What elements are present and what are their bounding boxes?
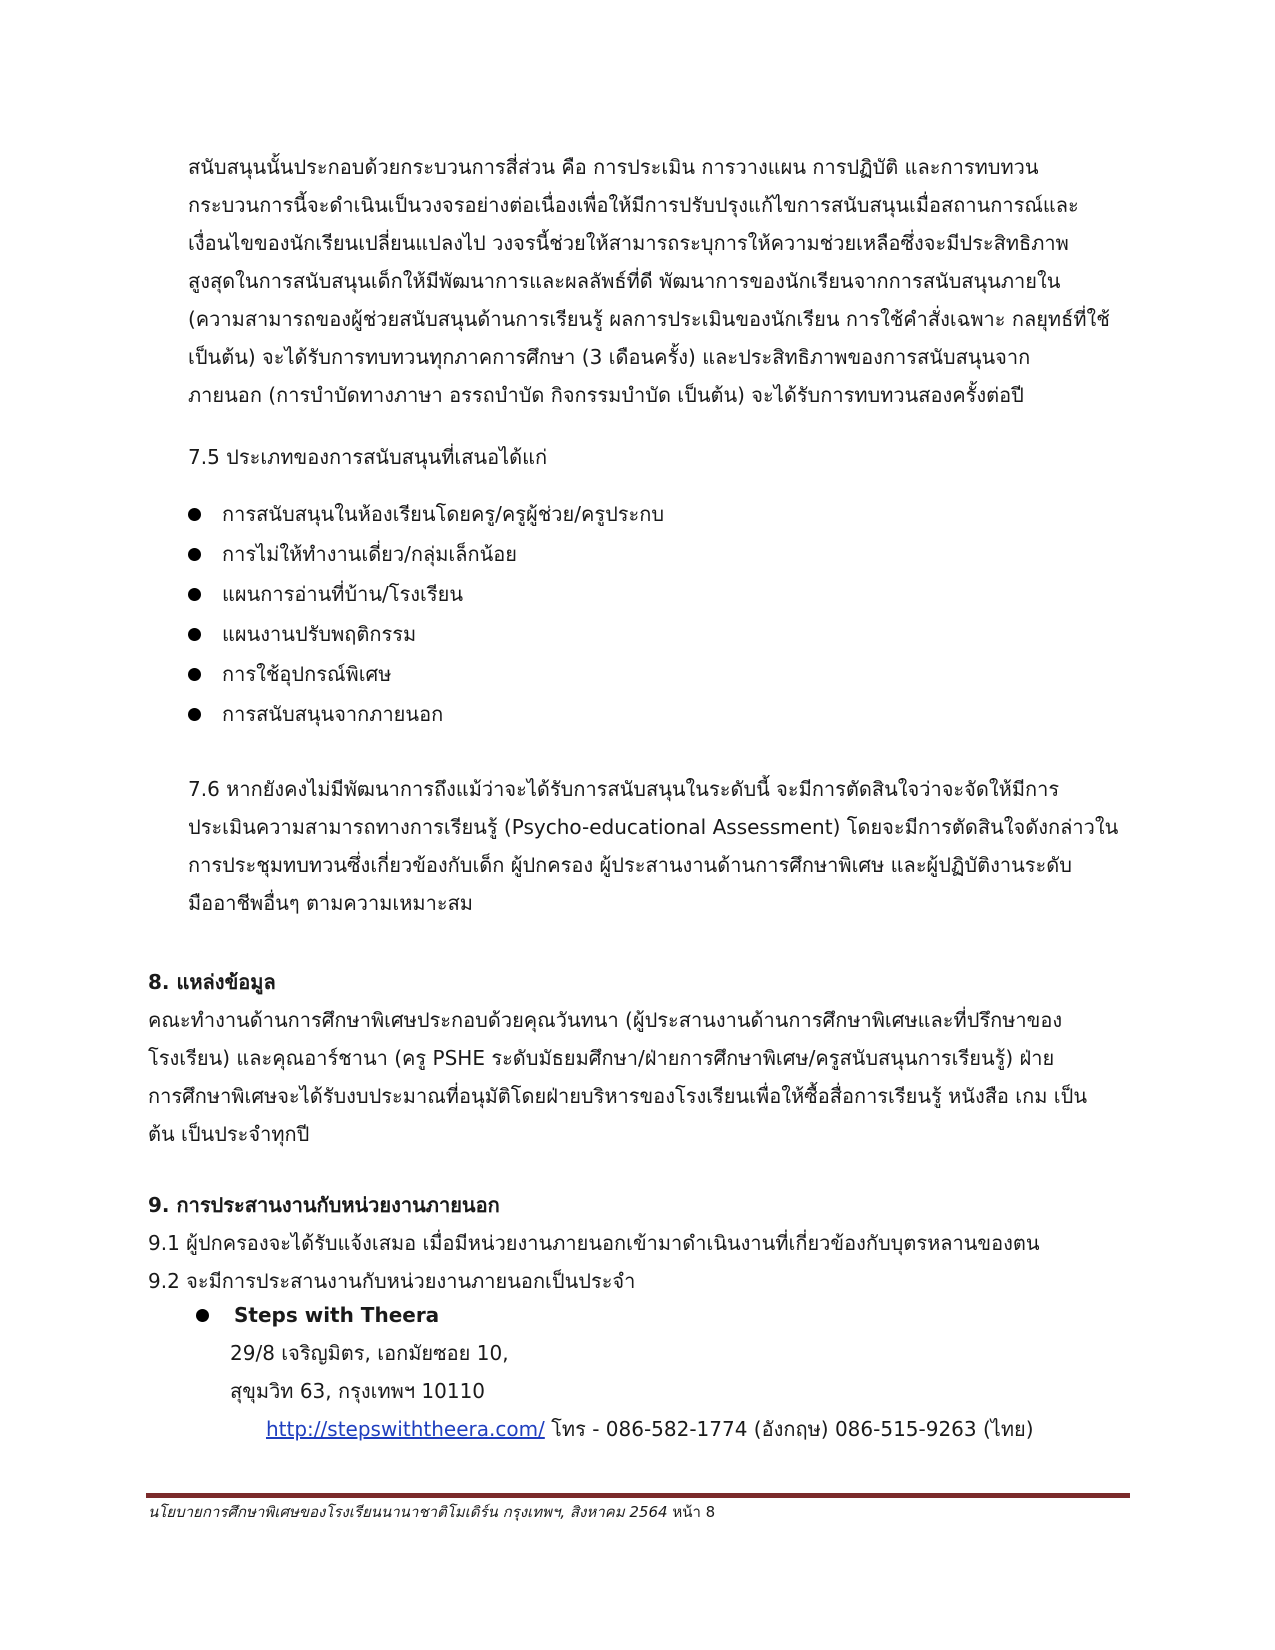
paragraph-line: มืออาชีพอื่นๆ ตามความเหมาะสม — [188, 891, 473, 915]
bullet-icon — [196, 1309, 209, 1322]
list-item-label: การใช้อุปกรณ์พิเศษ — [222, 662, 392, 686]
paragraph-line: เงื่อนไขของนักเรียนเปลี่ยนแปลงไป วงจรนี้ช่วยให้สามารถระบุการให้ความช่วยเหลือซึ่งจะมีประสิทธิภาพ — [188, 231, 1069, 255]
list-item — [188, 694, 1088, 734]
paragraph-line: สนับสนุนนั้นประกอบด้วยกระบวนการสี่ส่วน คือ การประเมิน การวางแผน การปฏิบัติ และการทบทวน — [188, 155, 1039, 179]
section-heading: 8. แหล่งข้อมูล — [148, 970, 276, 994]
paragraph-line: ต้น เป็นประจำทุกปี — [148, 1122, 310, 1146]
list-item-label: การไม่ให้ทำงานเดี่ยว/กลุ่มเล็กน้อย — [222, 542, 518, 566]
bullet-icon — [188, 548, 201, 561]
list-item-label: แผนการอ่านที่บ้าน/โรงเรียน — [222, 582, 464, 606]
bullet-icon — [188, 588, 201, 601]
paragraph-line: การศึกษาพิเศษจะได้รับงบประมาณที่อนุมัติโดยฝ่ายบริหารของโรงเรียนเพื่อให้ซื้อสื่อการเรียนรู้ หนังสือ เกม เป็น — [148, 1084, 1087, 1108]
paragraph-line: 7.6 หากยังคงไม่มีพัฒนาการถึงแม้ว่าจะได้รับการสนับสนุนในระดับนี้ จะมีการตัดสินใจว่าจะจัดให้มีการ — [188, 777, 1060, 801]
paragraph-line: ภายนอก (การบำบัดทางภาษา อรรถบำบัด กิจกรรมบำบัด เป็นต้น) จะได้รับการทบทวนสองครั้งต่อปี — [188, 383, 1024, 407]
paragraph-line: สูงสุดในการสนับสนุนเด็กให้มีพัฒนาการและผลลัพธ์ที่ดี พัฒนาการของนักเรียนจากการสนับสนุนภายใน — [188, 269, 1061, 293]
paragraph-line: 9.2 จะมีการประสานงานกับหน่วยงานภายนอกเป็นประจำ — [148, 1269, 636, 1293]
support-types-list — [188, 494, 1088, 734]
list-item — [188, 494, 1088, 534]
contact-name-row — [196, 1296, 1034, 1334]
footer-text: นโยบายการศึกษาพิเศษของโรงเรียนนานาชาติโมเดิร์น กรุงเทพฯ, สิงหาคม 2564 — [148, 1503, 668, 1521]
paragraph-line: 9.1 ผู้ปกครองจะได้รับแจ้งเสมอ เมื่อมีหน่วยงานภายนอกเข้ามาดำเนินงานที่เกี่ยวข้องกับบุตรหลานของตน — [148, 1231, 1040, 1255]
page-footer — [148, 1500, 715, 1524]
paragraph-line: เป็นต้น) จะได้รับการทบทวนทุกภาคการศึกษา (3 เดือนครั้ง) และประสิทธิภาพของการสนับสนุนจาก — [188, 345, 1031, 369]
website-link[interactable]: http://stepswiththeera.com/ — [266, 1417, 545, 1441]
external-agency-contact — [196, 1296, 1034, 1448]
section-7-5-title — [188, 438, 1128, 476]
contact-name: Steps with Theera — [234, 1303, 440, 1327]
intro-paragraph — [188, 148, 1128, 414]
paragraph-line: (ความสามารถของผู้ช่วยสนับสนุนด้านการเรียนรู้ ผลการประเมินของนักเรียน การใช้คำสั่งเฉพาะ กลยุทธ์ที่ใช้ — [188, 307, 1110, 331]
list-item — [188, 574, 1088, 614]
section-7-6-paragraph — [188, 770, 1128, 922]
list-item-label: การสนับสนุนจากภายนอก — [222, 702, 444, 726]
bullet-icon — [188, 668, 201, 681]
contact-address-line: 29/8 เจริญมิตร, เอกมัยซอย 10, — [230, 1341, 509, 1365]
contact-phone: โทร - 086-582-1774 (อังกฤษ) 086-515-9263 (ไทย) — [544, 1417, 1034, 1441]
contact-web-line — [196, 1410, 1034, 1448]
paragraph-line: การประชุมทบทวนซึ่งเกี่ยวข้องกับเด็ก ผู้ปกครอง ผู้ประสานงานด้านการศึกษาพิเศษ และผู้ปฏิบัติงานระดับ — [188, 853, 1072, 877]
bullet-icon — [188, 708, 201, 721]
section-9 — [148, 1186, 1128, 1300]
list-item — [188, 654, 1088, 694]
paragraph-line: โรงเรียน) และคุณอาร์ชานา (ครู PSHE ระดับมัธยมศึกษา/ฝ่ายการศึกษาพิเศษ/ครูสนับสนุนการเรียนรู้) ฝ่าย — [148, 1046, 1055, 1070]
paragraph-line: ประเมินความสามารถทางการเรียนรู้ (Psycho-educational Assessment) โดยจะมีการตัดสินใจดังกล่าวใน — [188, 815, 1119, 839]
page-number: หน้า 8 — [667, 1503, 716, 1521]
bullet-icon — [188, 628, 201, 641]
bullet-icon — [188, 508, 201, 521]
section-heading: 9. การประสานงานกับหน่วยงานภายนอก — [148, 1193, 500, 1217]
contact-address-line: สุขุมวิท 63, กรุงเทพฯ 10110 — [230, 1379, 486, 1403]
footer-divider — [146, 1493, 1130, 1498]
list-item-label: การสนับสนุนในห้องเรียนโดยครู/ครูผู้ช่วย/ครูประกบ — [222, 502, 665, 526]
list-item — [188, 534, 1088, 574]
list-item — [188, 614, 1088, 654]
section-title: 7.5 ประเภทของการสนับสนุนที่เสนอได้แก่ — [188, 445, 548, 469]
paragraph-line: กระบวนการนี้จะดำเนินเป็นวงจรอย่างต่อเนื่องเพื่อให้มีการปรับปรุงแก้ไขการสนับสนุนเมื่อสถานการณ์และ — [188, 193, 1079, 217]
section-8 — [148, 963, 1128, 1153]
list-item-label: แผนงานปรับพฤติกรรม — [222, 622, 417, 646]
paragraph-line: คณะทำงานด้านการศึกษาพิเศษประกอบด้วยคุณวันทนา (ผู้ประสานงานด้านการศึกษาพิเศษและที่ปรึกษาของ — [148, 1008, 1063, 1032]
